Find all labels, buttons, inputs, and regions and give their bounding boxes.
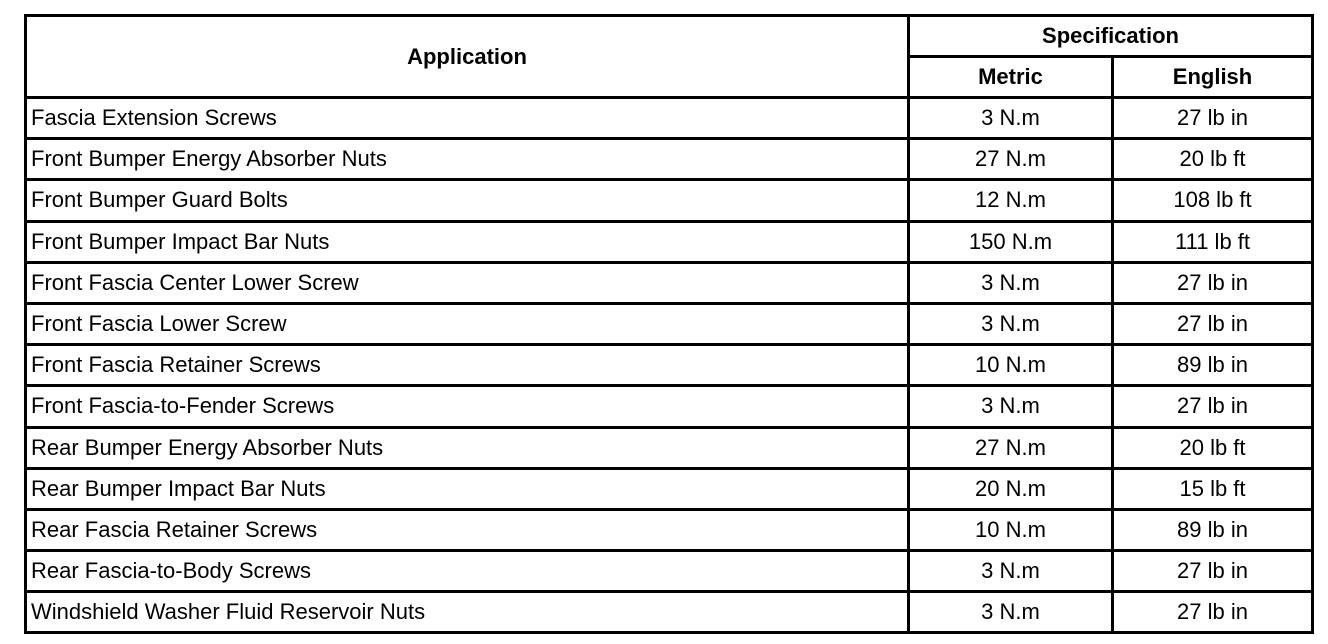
header-row-top [26,16,1313,57]
application-cell: Rear Bumper Energy Absorber Nuts [26,427,909,468]
metric-cell: 27 N.m [909,139,1113,180]
metric-cell: 3 N.m [909,262,1113,303]
application-cell: Front Bumper Energy Absorber Nuts [26,139,909,180]
english-cell: 27 lb in [1113,98,1313,139]
table-row [26,180,1313,221]
metric-cell: 3 N.m [909,98,1113,139]
english-column-header: English [1113,57,1313,98]
english-cell: 20 lb ft [1113,427,1313,468]
application-cell: Front Fascia Lower Screw [26,303,909,344]
table-row [26,98,1313,139]
english-cell: 89 lb in [1113,345,1313,386]
english-cell: 108 lb ft [1113,180,1313,221]
application-cell: Rear Fascia-to-Body Screws [26,551,909,592]
metric-cell: 27 N.m [909,427,1113,468]
application-cell: Windshield Washer Fluid Reservoir Nuts [26,592,909,633]
metric-column-header: Metric [909,57,1113,98]
table-row [26,386,1313,427]
table-body [26,98,1313,633]
english-cell: 27 lb in [1113,592,1313,633]
table-row [26,345,1313,386]
metric-cell: 20 N.m [909,468,1113,509]
application-column-header: Application [26,16,909,98]
table-row [26,551,1313,592]
application-cell: Front Fascia-to-Fender Screws [26,386,909,427]
english-cell: 20 lb ft [1113,139,1313,180]
application-cell: Rear Fascia Retainer Screws [26,509,909,550]
application-cell: Rear Bumper Impact Bar Nuts [26,468,909,509]
english-cell: 111 lb ft [1113,221,1313,262]
metric-cell: 150 N.m [909,221,1113,262]
application-cell: Fascia Extension Screws [26,98,909,139]
table-row [26,427,1313,468]
table-row [26,468,1313,509]
english-cell: 27 lb in [1113,386,1313,427]
metric-cell: 3 N.m [909,386,1113,427]
specification-column-header: Specification [909,16,1313,57]
english-cell: 27 lb in [1113,303,1313,344]
table-row [26,262,1313,303]
english-cell: 27 lb in [1113,262,1313,303]
fastener-specification-table [24,14,1314,634]
metric-cell: 3 N.m [909,592,1113,633]
application-cell: Front Fascia Center Lower Screw [26,262,909,303]
table-row [26,303,1313,344]
english-cell: 89 lb in [1113,509,1313,550]
metric-cell: 10 N.m [909,345,1113,386]
table-row [26,592,1313,633]
metric-cell: 10 N.m [909,509,1113,550]
english-cell: 27 lb in [1113,551,1313,592]
table-row [26,509,1313,550]
application-cell: Front Bumper Impact Bar Nuts [26,221,909,262]
metric-cell: 3 N.m [909,551,1113,592]
application-cell: Front Fascia Retainer Screws [26,345,909,386]
table-row [26,139,1313,180]
metric-cell: 3 N.m [909,303,1113,344]
table-header [26,16,1313,98]
metric-cell: 12 N.m [909,180,1113,221]
application-cell: Front Bumper Guard Bolts [26,180,909,221]
english-cell: 15 lb ft [1113,468,1313,509]
table-row [26,221,1313,262]
